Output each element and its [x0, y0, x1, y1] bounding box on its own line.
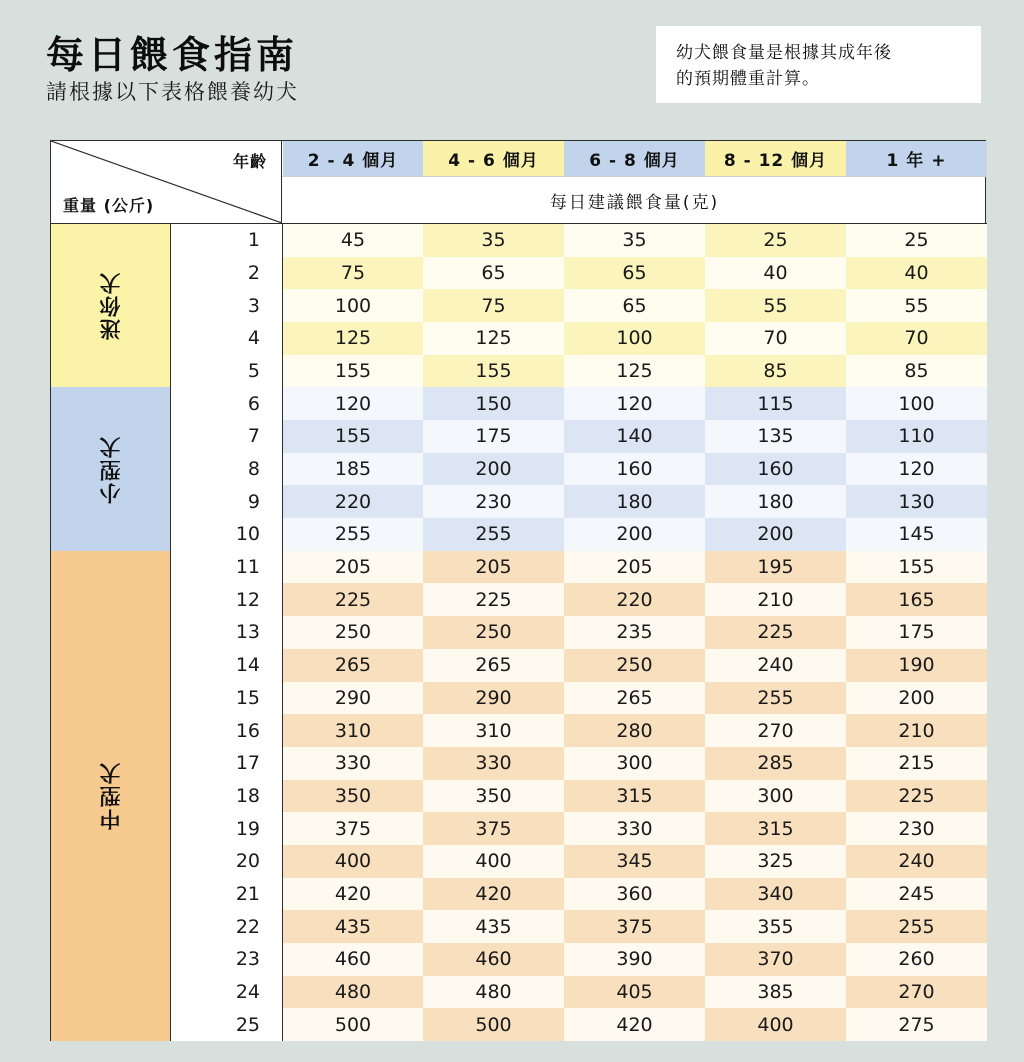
- weight-cell: 4: [171, 322, 282, 355]
- amount-cell: 375: [564, 910, 705, 943]
- amount-cell: 340: [705, 878, 846, 911]
- table-row: [171, 224, 987, 257]
- amount-cell: 420: [283, 878, 423, 911]
- amount-cell: 420: [423, 878, 564, 911]
- table-row: [171, 518, 987, 551]
- table-row: [171, 714, 987, 747]
- table-row: [171, 747, 987, 780]
- amount-cell: 230: [846, 812, 987, 845]
- amount-cell: 400: [423, 845, 564, 878]
- amount-cell: 265: [423, 649, 564, 682]
- amount-cell: 200: [705, 518, 846, 551]
- amount-cell: 370: [705, 943, 846, 976]
- feeding-table: [50, 140, 986, 1041]
- weight-cell: 19: [171, 812, 282, 845]
- amount-cell: 125: [423, 322, 564, 355]
- amount-cell: 210: [705, 583, 846, 616]
- amount-cell: 65: [564, 289, 705, 322]
- amount-cell: 235: [564, 616, 705, 649]
- amount-cell: 405: [564, 976, 705, 1009]
- table-row: [171, 616, 987, 649]
- amount-cell: 350: [283, 780, 423, 813]
- amount-cell: 55: [846, 289, 987, 322]
- amount-cell: 155: [283, 355, 423, 388]
- amount-cell: 260: [846, 943, 987, 976]
- amount-cell: 55: [705, 289, 846, 322]
- table-row: [171, 976, 987, 1009]
- note-line-2: 的預期體重計算。: [676, 69, 820, 89]
- page-title: 每日餵食指南: [46, 33, 299, 77]
- amount-cell: 265: [564, 682, 705, 715]
- note-line-1: 幼犬餵食量是根據其成年後: [676, 43, 892, 63]
- amount-cell: 175: [846, 616, 987, 649]
- amount-cell: 300: [705, 780, 846, 813]
- table-row: [171, 812, 987, 845]
- table-row: [171, 682, 987, 715]
- amount-cell: 75: [283, 257, 423, 290]
- amount-cell: 310: [283, 714, 423, 747]
- weight-cell: 6: [171, 387, 282, 420]
- weight-cell: 15: [171, 682, 282, 715]
- table-row: [171, 355, 987, 388]
- amount-cell: 250: [423, 616, 564, 649]
- amount-cell: 200: [846, 682, 987, 715]
- amount-cell: 35: [423, 224, 564, 257]
- amount-cell: 280: [564, 714, 705, 747]
- amount-cell: 435: [423, 910, 564, 943]
- amount-cell: 65: [423, 257, 564, 290]
- dog-size-group: [51, 387, 170, 550]
- amount-cell: 145: [846, 518, 987, 551]
- amount-cell: 185: [283, 453, 423, 486]
- info-note: [656, 26, 981, 103]
- weight-cell: 1: [171, 224, 282, 257]
- weight-cell: 21: [171, 878, 282, 911]
- amount-cell: 225: [423, 583, 564, 616]
- weight-cell: 18: [171, 780, 282, 813]
- dog-size-group: [51, 551, 170, 1041]
- table-row: [171, 322, 987, 355]
- weight-axis-label: 重量 (公斤): [63, 196, 155, 215]
- table-row: [171, 910, 987, 943]
- amount-cell: 70: [705, 322, 846, 355]
- amount-cell: 195: [705, 551, 846, 584]
- table-row: [171, 943, 987, 976]
- amount-cell: 285: [705, 747, 846, 780]
- amount-cell: 250: [283, 616, 423, 649]
- table-row: [171, 649, 987, 682]
- amount-cell: 155: [846, 551, 987, 584]
- amount-cell: 155: [423, 355, 564, 388]
- table-row: [171, 845, 987, 878]
- amount-cell: 375: [423, 812, 564, 845]
- amount-cell: 290: [423, 682, 564, 715]
- amount-cell: 25: [705, 224, 846, 257]
- age-column-header: 6 - 8 個月: [564, 141, 705, 176]
- amount-cell: 315: [705, 812, 846, 845]
- page-subtitle: 請根據以下表格餵養幼犬: [46, 80, 299, 104]
- amount-cell: 255: [423, 518, 564, 551]
- amount-cell: 150: [423, 387, 564, 420]
- amount-cell: 330: [564, 812, 705, 845]
- amount-cell: 245: [846, 878, 987, 911]
- amount-cell: 290: [283, 682, 423, 715]
- amount-cell: 325: [705, 845, 846, 878]
- amount-cell: 480: [283, 976, 423, 1009]
- amount-cell: 275: [846, 1008, 987, 1041]
- amount-cell: 135: [705, 420, 846, 453]
- amount-cell: 220: [564, 583, 705, 616]
- dog-size-group: [51, 224, 170, 387]
- amount-cell: 420: [564, 1008, 705, 1041]
- amount-cell: 165: [846, 583, 987, 616]
- dog-size-label: 中型犬: [98, 761, 123, 831]
- table-row: [171, 387, 987, 420]
- table-row: [171, 1008, 987, 1041]
- weight-cell: 2: [171, 257, 282, 290]
- age-column-header: 8 - 12 個月: [705, 141, 846, 176]
- amount-cell: 390: [564, 943, 705, 976]
- amount-cell: 180: [564, 485, 705, 518]
- table-row: [171, 420, 987, 453]
- weight-cell: 22: [171, 910, 282, 943]
- amount-cell: 100: [564, 322, 705, 355]
- amount-cell: 160: [705, 453, 846, 486]
- amount-cell: 125: [564, 355, 705, 388]
- weight-cell: 17: [171, 747, 282, 780]
- table-row: [171, 257, 987, 290]
- weight-cell: 5: [171, 355, 282, 388]
- weight-cell: 10: [171, 518, 282, 551]
- amount-cell: 255: [705, 682, 846, 715]
- amount-cell: 120: [564, 387, 705, 420]
- weight-cell: 16: [171, 714, 282, 747]
- amount-cell: 265: [283, 649, 423, 682]
- table-row: [171, 551, 987, 584]
- amount-cell: 330: [423, 747, 564, 780]
- amount-cell: 100: [283, 289, 423, 322]
- amount-cell: 140: [564, 420, 705, 453]
- weight-cell: 9: [171, 485, 282, 518]
- amount-cell: 160: [564, 453, 705, 486]
- dog-size-label: 迷你犬: [98, 271, 123, 341]
- amount-cell: 35: [564, 224, 705, 257]
- amount-cell: 225: [283, 583, 423, 616]
- amount-cell: 385: [705, 976, 846, 1009]
- amount-cell: 255: [846, 910, 987, 943]
- amount-cell: 480: [423, 976, 564, 1009]
- amount-cell: 400: [705, 1008, 846, 1041]
- amount-cell: 205: [564, 551, 705, 584]
- amount-cell: 400: [283, 845, 423, 878]
- age-column-header: 2 - 4 個月: [283, 141, 423, 176]
- amount-cell: 200: [423, 453, 564, 486]
- amount-cell: 460: [423, 943, 564, 976]
- age-column-header: 4 - 6 個月: [423, 141, 564, 176]
- weight-cell: 11: [171, 551, 282, 584]
- amount-cell: 210: [846, 714, 987, 747]
- amount-cell: 270: [705, 714, 846, 747]
- daily-amount-header: 每日建議餵食量(克): [282, 176, 987, 223]
- amount-cell: 125: [283, 322, 423, 355]
- amount-cell: 190: [846, 649, 987, 682]
- amount-cell: 230: [423, 485, 564, 518]
- amount-cell: 500: [283, 1008, 423, 1041]
- amount-cell: 360: [564, 878, 705, 911]
- amount-cell: 310: [423, 714, 564, 747]
- amount-cell: 175: [423, 420, 564, 453]
- amount-cell: 215: [846, 747, 987, 780]
- amount-cell: 315: [564, 780, 705, 813]
- weight-cell: 13: [171, 616, 282, 649]
- table-row: [171, 453, 987, 486]
- amount-cell: 200: [564, 518, 705, 551]
- weight-cell: 20: [171, 845, 282, 878]
- amount-cell: 85: [846, 355, 987, 388]
- amount-cell: 240: [705, 649, 846, 682]
- amount-cell: 180: [705, 485, 846, 518]
- age-column-header: 1 年 +: [846, 141, 987, 176]
- amount-cell: 240: [846, 845, 987, 878]
- amount-cell: 130: [846, 485, 987, 518]
- amount-cell: 225: [705, 616, 846, 649]
- weight-cell: 3: [171, 289, 282, 322]
- amount-cell: 100: [846, 387, 987, 420]
- amount-cell: 300: [564, 747, 705, 780]
- weight-cell: 14: [171, 649, 282, 682]
- amount-cell: 120: [846, 453, 987, 486]
- amount-cell: 255: [283, 518, 423, 551]
- weight-cell: 8: [171, 453, 282, 486]
- amount-cell: 120: [283, 387, 423, 420]
- amount-cell: 40: [846, 257, 987, 290]
- amount-cell: 25: [846, 224, 987, 257]
- dog-size-label: 小型犬: [98, 434, 123, 504]
- weight-cell: 24: [171, 976, 282, 1009]
- table-row: [171, 780, 987, 813]
- weight-cell: 25: [171, 1008, 282, 1041]
- amount-cell: 500: [423, 1008, 564, 1041]
- amount-cell: 270: [846, 976, 987, 1009]
- weight-cell: 7: [171, 420, 282, 453]
- amount-cell: 220: [283, 485, 423, 518]
- amount-cell: 460: [283, 943, 423, 976]
- amount-cell: 85: [705, 355, 846, 388]
- weight-cell: 23: [171, 943, 282, 976]
- amount-cell: 355: [705, 910, 846, 943]
- amount-cell: 350: [423, 780, 564, 813]
- amount-cell: 115: [705, 387, 846, 420]
- amount-cell: 205: [423, 551, 564, 584]
- amount-cell: 250: [564, 649, 705, 682]
- weight-cell: 12: [171, 583, 282, 616]
- amount-cell: 75: [423, 289, 564, 322]
- amount-cell: 70: [846, 322, 987, 355]
- table-corner: [51, 141, 282, 223]
- amount-cell: 40: [705, 257, 846, 290]
- amount-cell: 225: [846, 780, 987, 813]
- amount-cell: 65: [564, 257, 705, 290]
- amount-cell: 110: [846, 420, 987, 453]
- table-row: [171, 485, 987, 518]
- table-row: [171, 583, 987, 616]
- amount-cell: 330: [283, 747, 423, 780]
- amount-cell: 205: [283, 551, 423, 584]
- amount-cell: 435: [283, 910, 423, 943]
- amount-cell: 45: [283, 224, 423, 257]
- amount-cell: 345: [564, 845, 705, 878]
- table-row: [171, 878, 987, 911]
- amount-cell: 375: [283, 812, 423, 845]
- table-row: [171, 289, 987, 322]
- amount-cell: 155: [283, 420, 423, 453]
- age-axis-label: 年齡: [232, 152, 267, 171]
